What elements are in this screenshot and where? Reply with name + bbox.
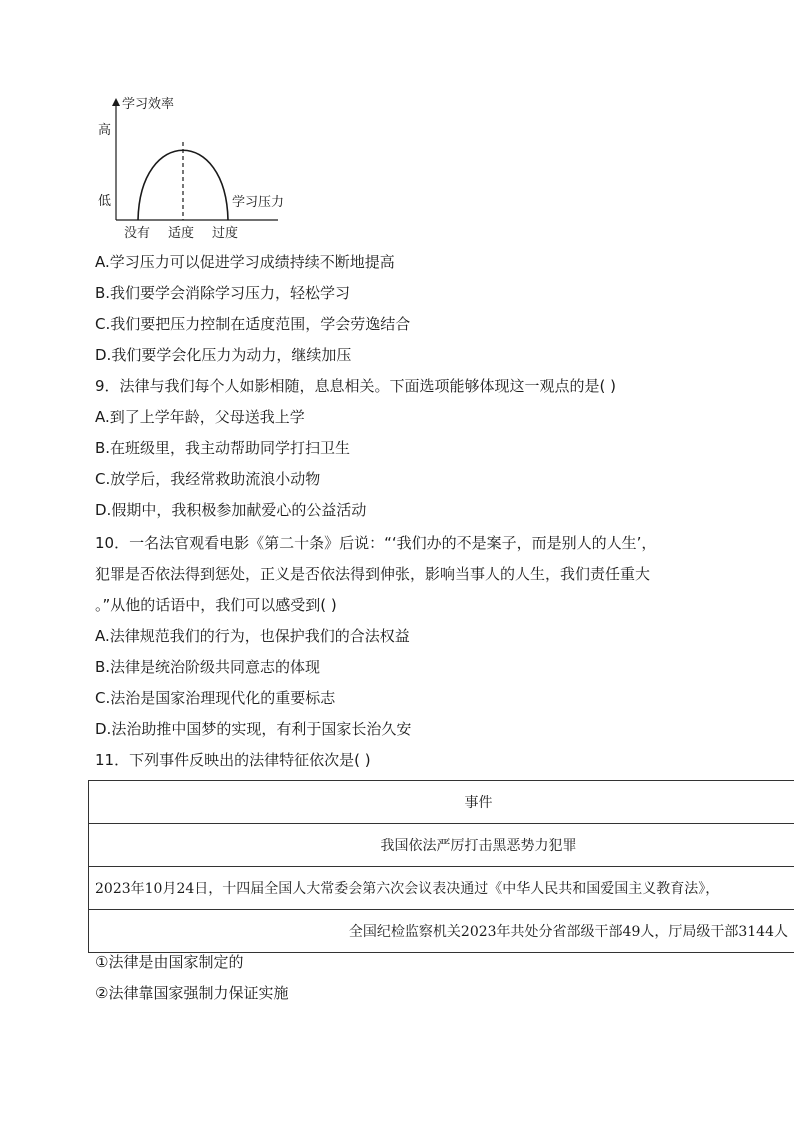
y-low-label: 低: [98, 194, 112, 209]
table-row: [89, 867, 794, 910]
learning-efficiency-chart: [92, 92, 292, 242]
table-cell: 全国纪检监察机关2023年共处分省部级干部49人，厅局级干部3144人: [89, 910, 794, 953]
q9-stem: 9．法律与我们每个人如影相随，息息相关。下面选项能够体现这一观点的是( ): [95, 377, 617, 395]
y-axis-label: 学习效率: [122, 97, 175, 112]
y-high-label: 高: [98, 123, 112, 138]
q10-stem-line-2: 犯罪是否依法得到惩处，正义是否依法得到伸张，影响当事人的人生，我们责任重大: [95, 565, 651, 583]
q8-option-d: D.我们要学会化压力为动力，继续加压: [95, 346, 352, 364]
q10-stem-line-1: 10．一名法官观看电影《第二十条》后说：“‘我们办的不是案子，而是别人的人生’，: [95, 534, 657, 552]
q10-option-b: B.法律是统治阶级共同意志的体现: [95, 658, 321, 676]
x-axis-label: 学习压力: [232, 195, 285, 210]
events-table-wrapper: [88, 780, 794, 953]
x-tick-excessive: 过度: [212, 226, 239, 241]
table-cell: 2023年10月24日，十四届全国人大常委会第六次会议表决通过《中华人民共和国爱国主义教育法》，: [89, 867, 794, 910]
x-tick-none: 没有: [124, 226, 151, 241]
y-axis-arrow: [112, 98, 120, 106]
table-row: [89, 910, 794, 953]
table-header-row: [89, 781, 794, 824]
table-header-cell: 事件: [89, 781, 794, 824]
table-row: [89, 824, 794, 867]
chart-svg: [92, 92, 292, 242]
q9-option-c: C.放学后，我经常救助流浪小动物: [95, 470, 321, 488]
q10-option-c: C.法治是国家治理现代化的重要标志: [95, 689, 336, 707]
q8-option-b: B.我们要学会消除学习压力，轻松学习: [95, 284, 351, 302]
q10-option-d: D.法治助推中国梦的实现，有利于国家长治久安: [95, 720, 412, 738]
table-cell: 我国依法严厉打击黑恶势力犯罪: [89, 824, 794, 867]
q8-option-c: C.我们要把压力控制在适度范围，学会劳逸结合: [95, 315, 411, 333]
q10-option-a: A.法律规范我们的行为，也保护我们的合法权益: [95, 627, 410, 645]
q9-option-d: D.假期中，我积极参加献爱心的公益活动: [95, 501, 367, 519]
q8-option-a: A.学习压力可以促进学习成绩持续不断地提高: [95, 253, 395, 271]
q10-stem-line-3: 。”从他的话语中，我们可以感受到( ): [95, 596, 337, 614]
q9-option-b: B.在班级里，我主动帮助同学打扫卫生: [95, 439, 351, 457]
q11-item-1: ①法律是由国家制定的: [95, 953, 244, 971]
q11-stem: 11．下列事件反映出的法律特征依次是( ): [95, 751, 371, 769]
x-tick-moderate: 适度: [168, 226, 195, 241]
q11-item-2: ②法律靠国家强制力保证实施: [95, 984, 289, 1002]
events-table: [88, 780, 794, 953]
q9-option-a: A.到了上学年龄，父母送我上学: [95, 408, 305, 426]
